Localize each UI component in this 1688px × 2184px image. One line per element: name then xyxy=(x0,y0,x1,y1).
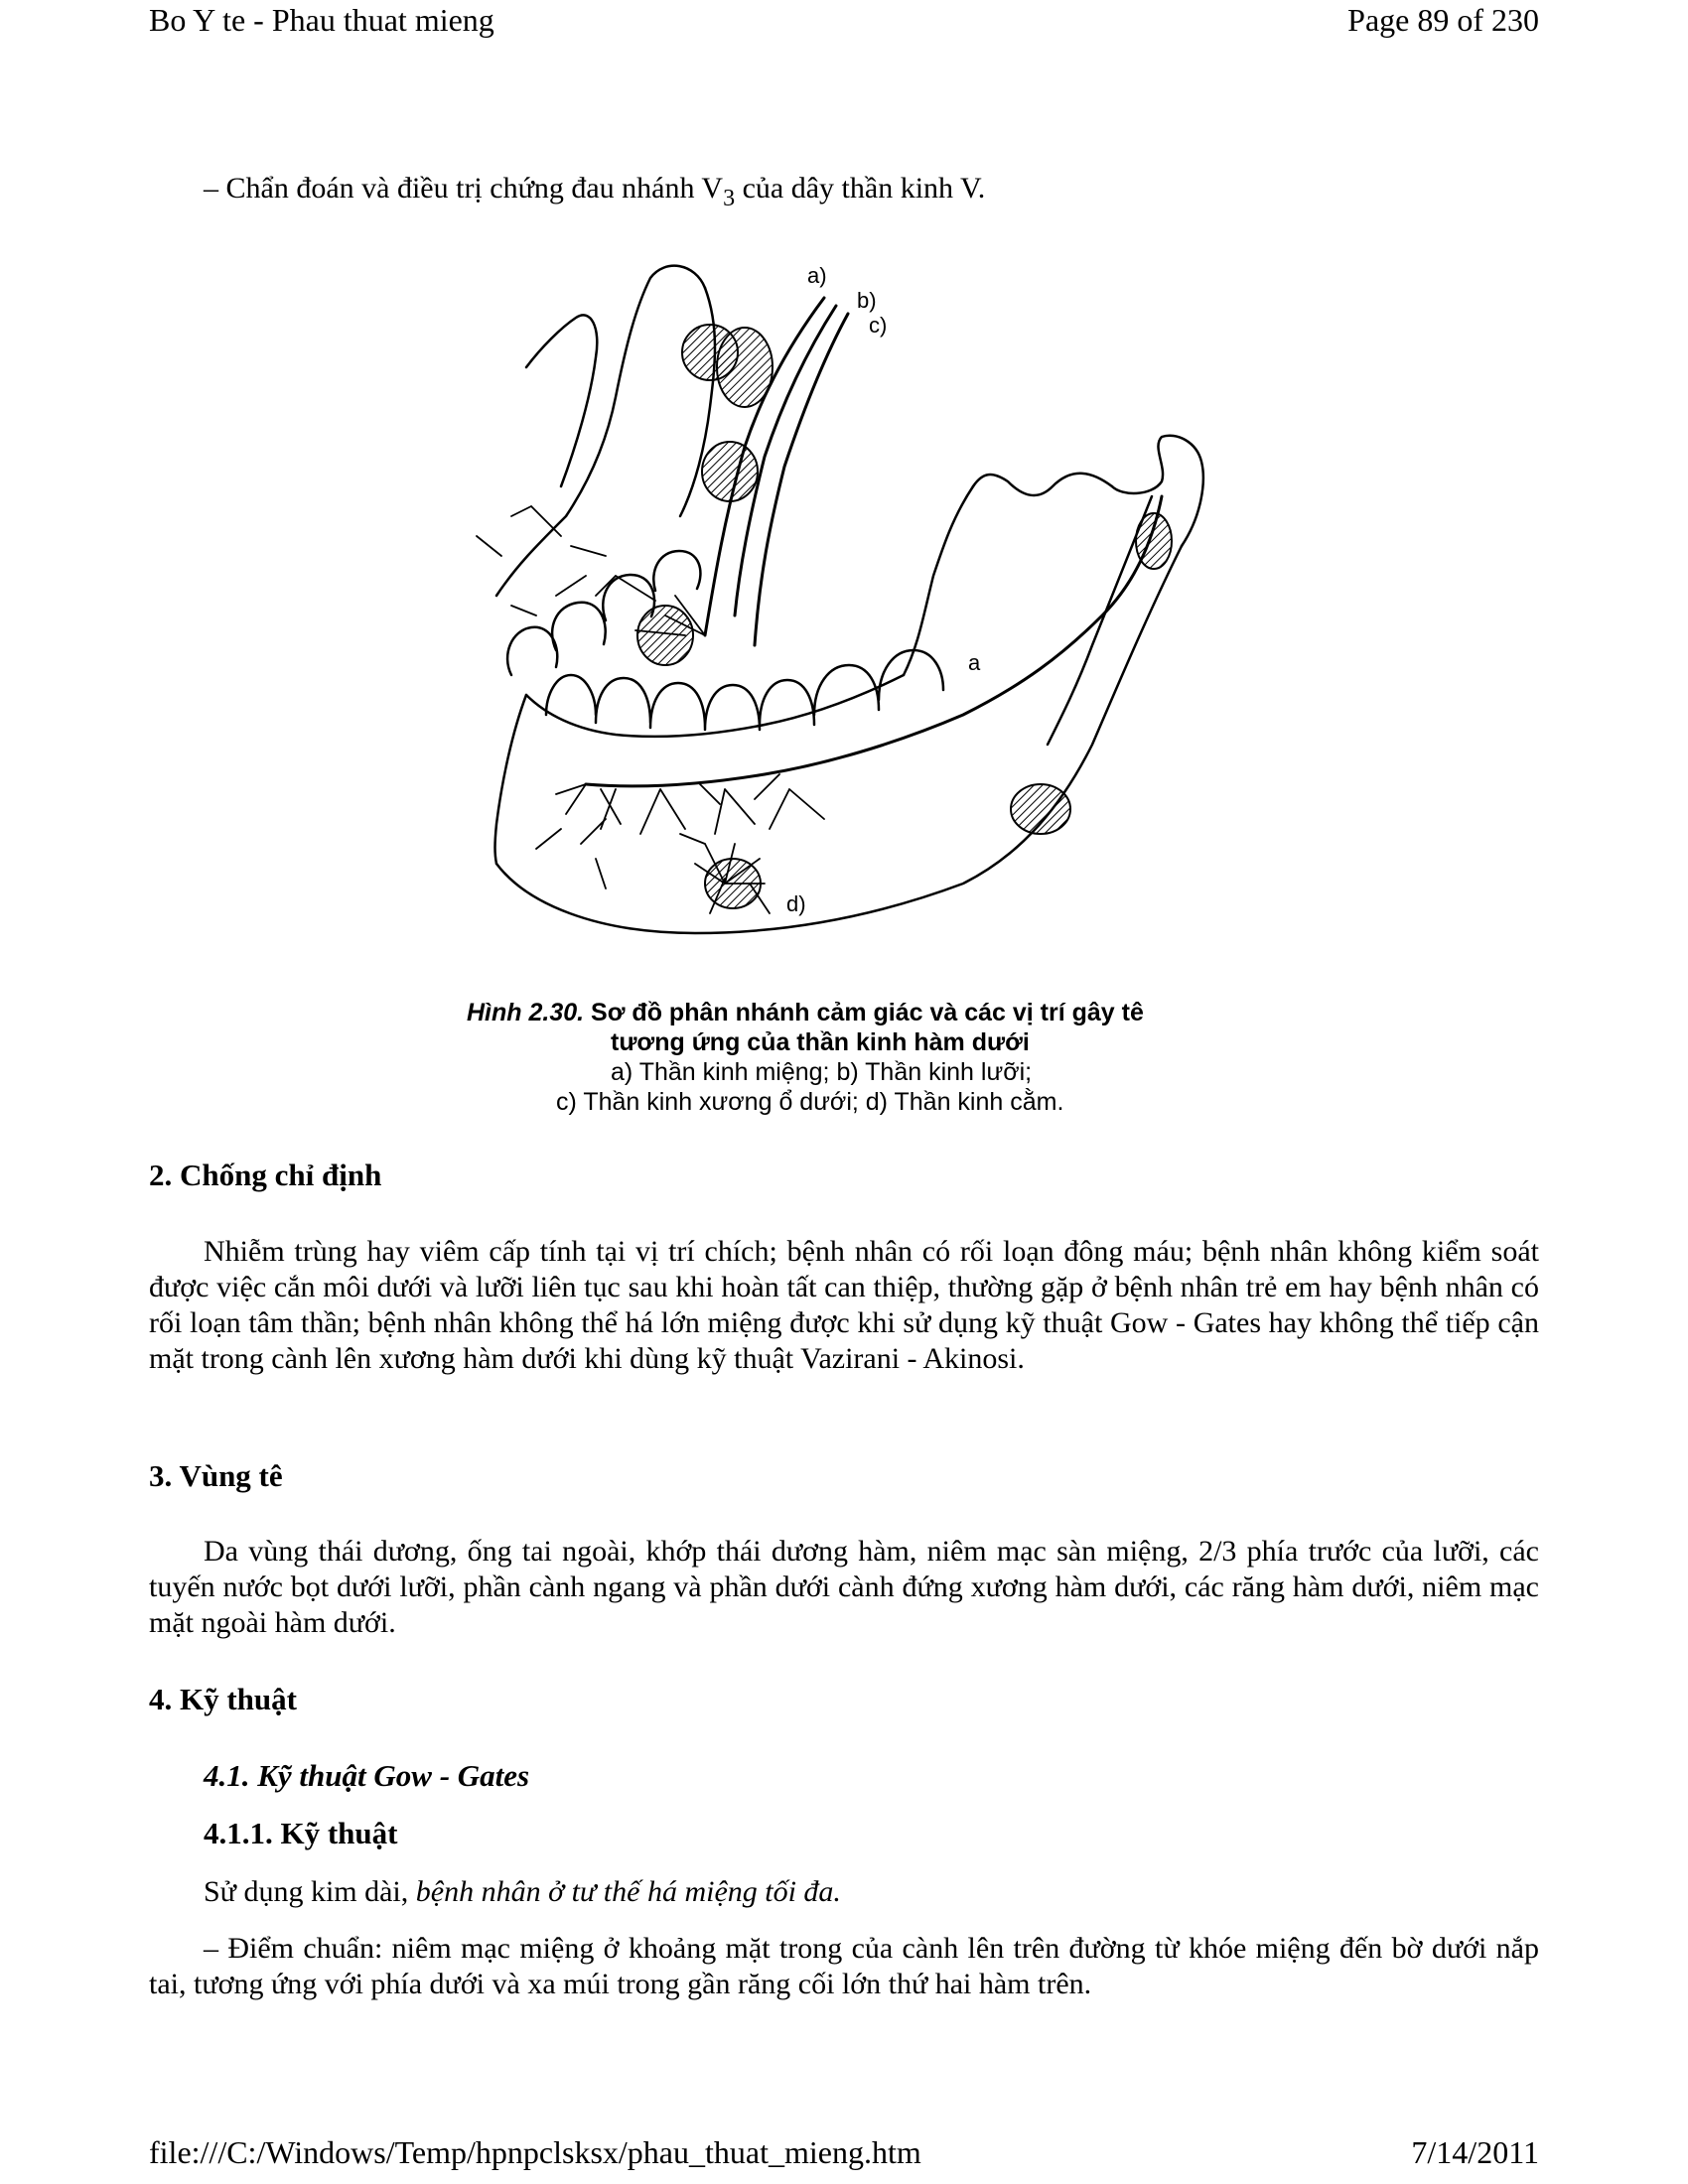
injection-site-lingual xyxy=(637,606,693,665)
heading-technique-411: 4.1.1. Kỹ thuật xyxy=(204,1816,398,1850)
injection-site-mental xyxy=(705,859,761,908)
label-b-top: b) xyxy=(857,288,877,313)
figure-caption-legend-2: c) Thần kinh xương ổ dưới; d) Thần kinh cằm. xyxy=(556,1088,1064,1116)
injection-site-alveolar xyxy=(1011,784,1070,834)
mandible-notch xyxy=(973,474,1112,495)
technique-line-1-plain: Sử dụng kim dài, xyxy=(204,1875,416,1908)
mandible-ramus-anterior xyxy=(904,486,973,675)
label-a-side: a xyxy=(968,650,981,675)
technique-line-1-italic: bệnh nhân ở tư thế há miệng tối đa. xyxy=(415,1875,841,1908)
intro-text-after: của dây thần kinh V. xyxy=(735,172,986,205)
nerve-branches-lower xyxy=(536,784,824,913)
heading-technique: 4. Kỹ thuật xyxy=(149,1682,297,1716)
heading-area: 3. Vùng tê xyxy=(149,1458,283,1493)
figure-caption-title-line1 xyxy=(467,998,1144,1027)
heading-gow-gates: 4.1. Kỹ thuật Gow - Gates xyxy=(204,1758,530,1793)
intro-subscript: 3 xyxy=(723,186,736,211)
intro-text-before: – Chẩn đoán và điều trị chứng đau nhánh V xyxy=(204,172,724,205)
mandible-nerve-diagram xyxy=(467,248,1231,973)
label-a-top: a) xyxy=(807,263,827,288)
intro-line xyxy=(204,171,985,216)
mandible-alveolar xyxy=(526,675,904,737)
heading-contraindication: 2. Chống chỉ định xyxy=(149,1158,382,1192)
lingual-line xyxy=(526,315,597,486)
footer-file-path: file:///C:/Windows/Temp/hpnpclsksx/phau_thuat_mieng.htm xyxy=(149,2134,921,2170)
header-title: Bo Y te - Phau thuat mieng xyxy=(149,2,494,38)
figure-number: Hình 2.30. xyxy=(467,999,585,1026)
teeth-row xyxy=(546,650,943,730)
technique-line-1 xyxy=(204,1874,841,1910)
paragraph-landmark: – Điểm chuẩn: niêm mạc miệng ở khoảng mặt trong của cành lên trên đường từ khóe miệng đến bờ dưới nắp tai, tương ứng với phía dưới và xa múi trong gần răng cối lớn thứ hai hàm trên. xyxy=(149,1932,1539,2000)
figure-title-1: Sơ đồ phân nhánh cảm giác và các vị trí gây tê xyxy=(584,999,1144,1026)
tongue-outline xyxy=(496,266,705,596)
label-c-top: c) xyxy=(869,313,888,338)
label-d-bottom: d) xyxy=(786,891,806,916)
injection-site-top-b xyxy=(682,325,738,380)
injection-site-mid xyxy=(702,442,758,501)
footer-date: 7/14/2011 xyxy=(1411,2134,1539,2170)
header-page-number: Page 89 of 230 xyxy=(1347,2,1539,38)
injection-site-buccal xyxy=(1136,513,1172,569)
figure-caption-legend-1: a) Thần kinh miệng; b) Thần kinh lưỡi; xyxy=(611,1058,1033,1086)
figure-caption-title-line2: tương ứng của thần kinh hàm dưới xyxy=(611,1028,1030,1056)
paragraph-area: Da vùng thái dương, ống tai ngoài, khớp thái dương hàm, niêm mạc sàn miệng, 2/3 phía trước của lưỡi, các tuyến nước bọt dưới lưỡi, phần cành ngang và phần dưới cành đứng xương hàm dưới, các răng hàm dưới, niêm mạc mặt ngoài hàm dưới. xyxy=(149,1535,1539,1639)
mandible-body-inner xyxy=(495,695,527,864)
paragraph-contraindication: Nhiễm trùng hay viêm cấp tính tại vị trí chích; bệnh nhân có rối loạn đông máu; bệnh nhân không kiểm soát được việc cắn môi dưới và lưỡi liên tục sau khi hoàn tất can thiệp, thường gặp ở bệnh nhân trẻ em hay bệnh nhân có rối loạn tâm thần; bệnh nhân không thể há lớn miệng được khi sử dụng kỹ thuật Gow - Gates hay không thể tiếp cận mặt trong cành lên xương hàm dưới khi dùng kỹ thuật Vazirani - Akinosi. xyxy=(149,1235,1539,1375)
mandible-lower-border xyxy=(496,546,1182,933)
